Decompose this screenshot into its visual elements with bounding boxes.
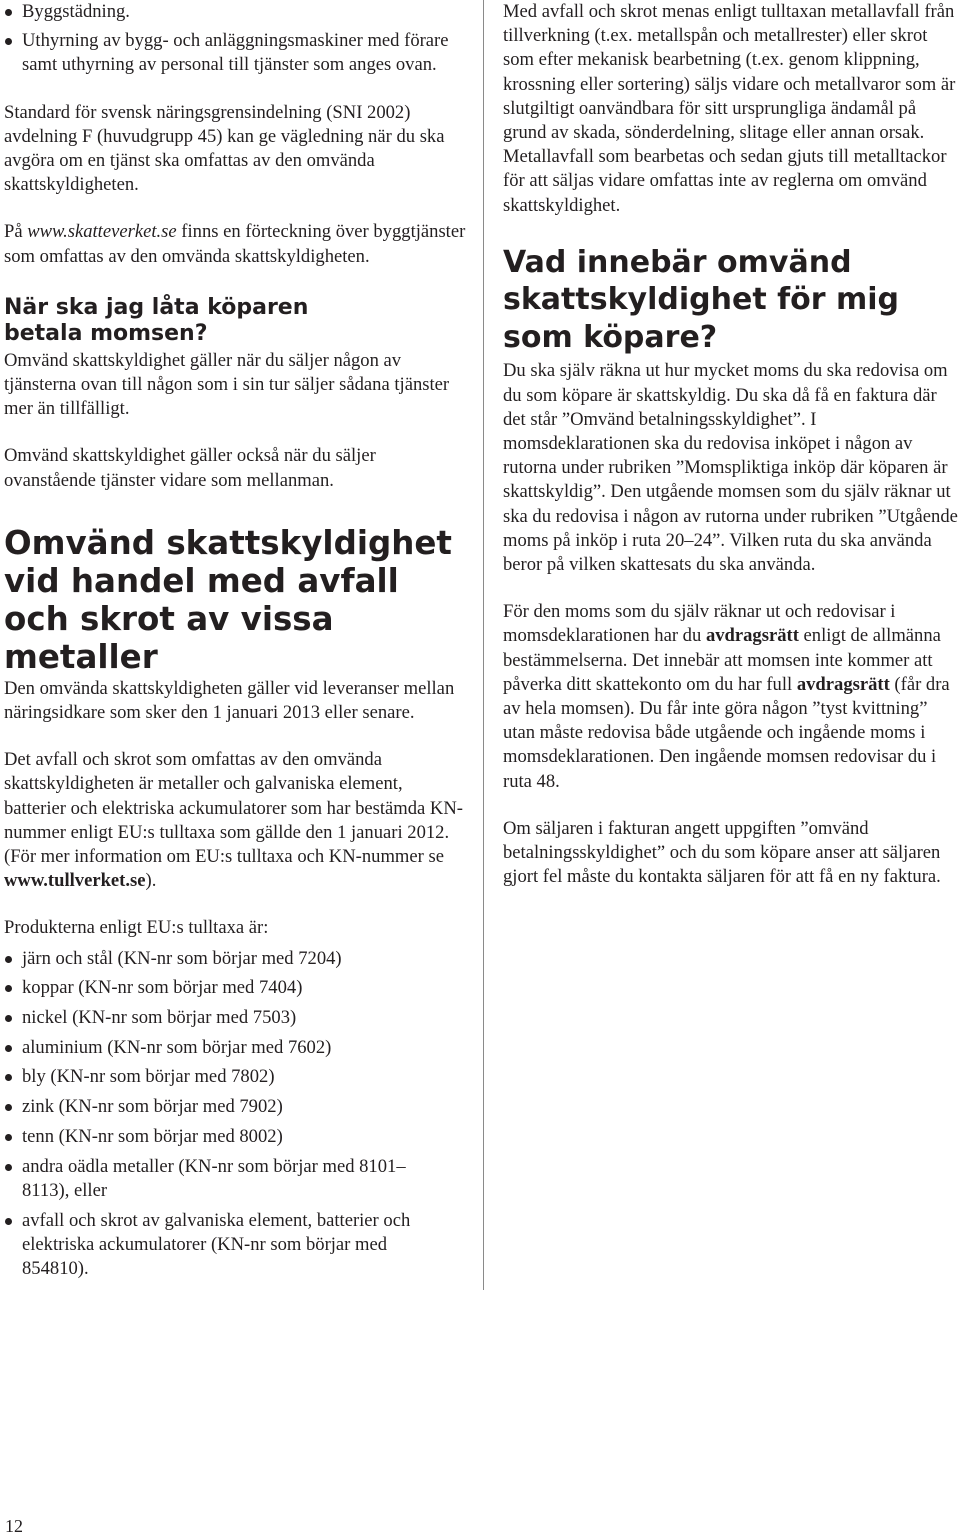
heading-buyer: Vad innebär omvänd skattskyldighet för mig som köpare? [503,244,900,355]
paragraph-buyer-3: Om säljaren i fakturan angett uppgiften ”omvänd betalningsskyldighet” och du som köpare anser att säljaren gjort fel måste du kontakta säljaren för att få en ny faktura. [503,817,941,888]
list-item: nickel (KN-nr som börjar med 7503) [4,1006,466,1030]
list-item: aluminium (KN-nr som börjar med 7602) [4,1036,466,1060]
list-item: bly (KN-nr som börjar med 7802) [4,1065,466,1089]
list-item: andra oädla metaller (KN-nr som börjar med 8101–8113), eller [4,1155,466,1203]
products-intro: Produkterna enligt EU:s tulltaxa är: [4,917,269,939]
heading-when: När ska jag låta köparen betala momsen? [4,294,309,347]
heading-metals: Omvänd skattskyldighet vid handel med avfall och skrot av vissa metaller [4,523,452,676]
list-item: Byggstädning. [4,0,466,24]
page-number: 12 [5,1516,23,1536]
left-column [4,0,466,1281]
paragraph-definition: Med avfall och skrot menas enligt tulltaxan metallavfall från tillverkning (t.ex. metallspån och metallrester) eller skrot som efter mekanisk bearbetning (t.ex. genom klippning, krossning eller sortering) säljs vidare och metallvaror som är slutgiltigt oanvändbara för sitt ursprungliga ändamål på grund av skada, sönderdelning, slitage eller annan orsak. Metallavfall som bearbetas och sedan gjuts till metalltackor för att säljas vidare omfattas inte av reglerna om omvänd skattskyldighet. [503,1,956,216]
services-list [4,0,466,78]
list-item: tenn (KN-nr som börjar med 8002) [4,1125,466,1149]
paragraph-when-2: Omvänd skattskyldighet gäller också när du säljer ovanstående tjänster vidare som mellanman. [4,445,376,491]
paragraph-metals-1: Den omvända skattskyldigheten gäller vid leveranser mellan näringsidkare som sker den 1 januari 2013 eller senare. [4,677,455,724]
list-item: Uthyrning av bygg- och anläggningsmaskiner med förare samt uthyrning av personal till tjänster som anges ovan. [4,29,466,77]
right-column [503,0,958,889]
column-divider [483,0,484,1290]
list-item: zink (KN-nr som börjar med 7902) [4,1095,466,1119]
paragraph-web: På www.skatteverket.se finns en förteckning över byggtjänster som omfattas av den omvända skattskyldigheten. [4,221,466,267]
list-item: järn och stål (KN-nr som börjar med 7204) [4,947,466,971]
paragraph-buyer-1: Du ska själv räkna ut hur mycket moms du ska redovisa om du som köpare är skattskyldig. Du ska då få en faktura där det står ”Omvänd betalningsskyldighet”. I momsdeklarationen ska du redovisa inköpet i någon av rutorna under rubriken ”Momspliktiga inköp där köparen är skattskyldig”. Den utgående momsen som du själv räknar ut ska du redovisa i någon av rutorna under rubriken ”Utgående moms på inköp i ruta 20–24”. Vilken ruta du ska använda beror på vilken skattesats du ska använda. [503,360,958,575]
skatteverket-link[interactable]: www.skatteverket.se [27,221,177,243]
paragraph-buyer-2: För den moms som du själv räknar ut och redovisar i momsdeklarationen har du avdragsrätt enligt de allmänna bestämmelserna. Det innebär att momsen inte kommer att påverka ditt skattekonto om du har full avdragsrätt (får dra av hela momsen). Du får inte göra någon ”tyst kvittning” utan måste redovisa både utgående och ingående moms i momsdeklarationen. Den ingående momsen redovisar du i ruta 48. [503,601,950,792]
list-item: koppar (KN-nr som börjar med 7404) [4,976,466,1000]
paragraph-metals-2: Det avfall och skrot som omfattas av den omvända skattskyldigheten är metaller och galvaniska element, batterier och elektriska ackumulatorer som har bestämda KN-nummer enligt EU:s tulltaxa som gällde den 1 januari 2012. (För mer information om EU:s tulltaxa och KN-nummer se www.tullverket.se). [4,749,463,892]
list-item: avfall och skrot av galvaniska element, batterier och elektriska ackumulatorer (KN-nr som börjar med 854810). [4,1209,466,1282]
paragraph-sni: Standard för svensk näringsgrensindelning (SNI 2002) avdelning F (huvudgrupp 45) kan ge vägledning när du ska avgöra om en tjänst ska omfattas av den omvända skattskyldigheten. [4,101,445,196]
tullverket-link[interactable]: www.tullverket.se [4,870,146,892]
paragraph-when-1: Omvänd skattskyldighet gäller när du säljer någon av tjänsterna ovan till någon som i sin tur säljer sådana tjänster mer än tillfälligt. [4,349,450,420]
products-list [4,947,466,1281]
